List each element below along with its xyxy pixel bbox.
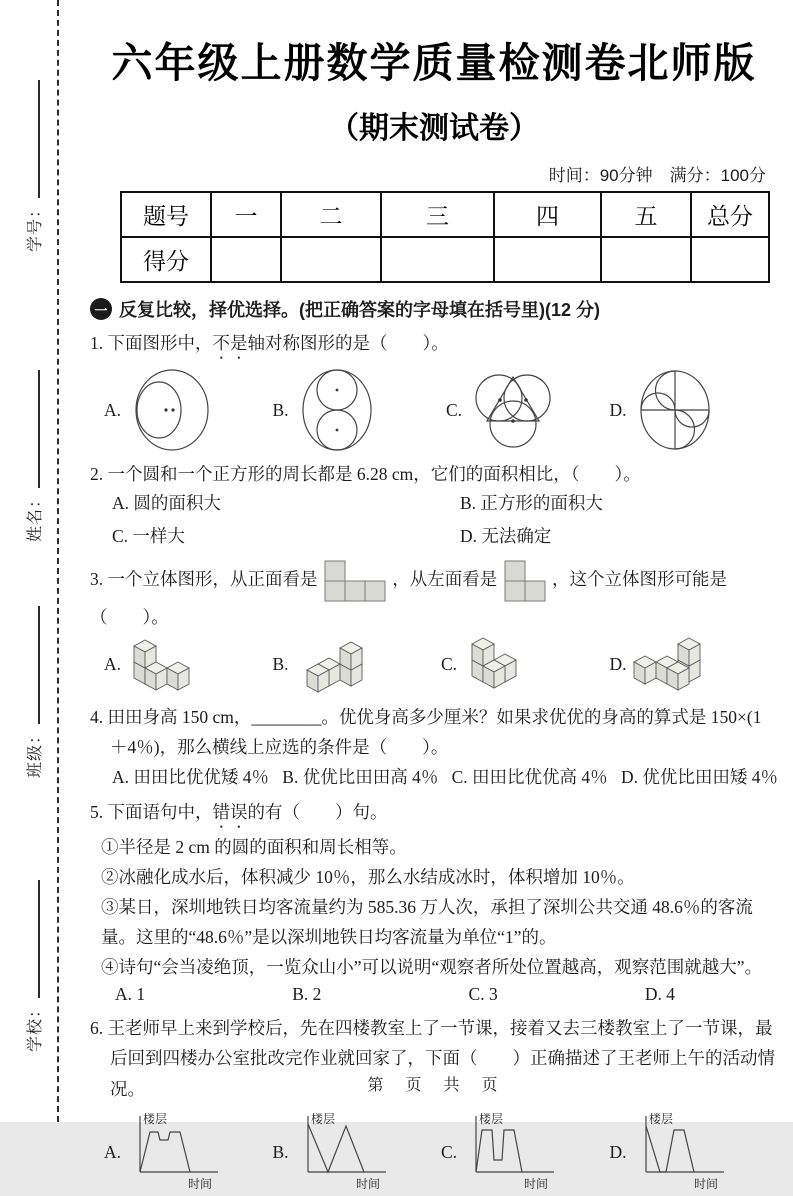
q1-option-b [273, 367, 442, 453]
score-table-corner: 题号 [121, 192, 211, 237]
q6-a-ylabel: 楼层 [143, 1111, 168, 1126]
q6-c-xlabel: 时间 [524, 1176, 549, 1191]
q5-option-b: B. 2 [292, 984, 322, 1005]
q5-options [115, 984, 675, 1005]
q4-option-c: C. 田田比优优高 4％ [451, 766, 608, 787]
class-label: 班级： [27, 726, 44, 778]
q3-figure-b [294, 636, 386, 694]
score-table-col-total: 总分 [691, 192, 769, 237]
q6-d-ylabel: 楼层 [648, 1111, 673, 1126]
q4-option-d: D. 优优比田田矮 4％ [620, 766, 778, 787]
score-cell [381, 237, 494, 282]
page-footer: 第 页 共 页 [367, 1077, 501, 1094]
q5-option-d: D. 4 [644, 984, 675, 1005]
student-name-field [22, 370, 45, 542]
class-field [22, 606, 45, 778]
q5-item-1: ①半径是 2 cm 的圆的面积和周长相等。 [101, 836, 407, 857]
q6-option-b [273, 1110, 442, 1196]
page-subtitle: （期末测试卷） [329, 112, 539, 145]
q6-graph-d [632, 1110, 732, 1196]
q5-text-pre: 5. 下面语句中， [90, 801, 213, 822]
q6-option-a-label: A. [104, 1142, 122, 1163]
score-cell [494, 237, 601, 282]
q6-d-xlabel: 时间 [693, 1176, 718, 1191]
q1-figure-c [467, 367, 559, 453]
score-cell [211, 237, 281, 282]
q1-figure-b [294, 367, 380, 453]
q3-figure-a [126, 636, 216, 694]
q3-option-d-label: D. [609, 654, 627, 675]
score-table-col-4: 四 [494, 192, 601, 237]
q1-figure-a [126, 367, 218, 453]
q3-option-b [273, 636, 442, 694]
q6-a-xlabel: 时间 [188, 1176, 213, 1191]
q6-option-d-label: D. [609, 1142, 627, 1163]
school-label: 学校： [27, 1000, 44, 1052]
q3-option-a [104, 636, 273, 694]
question-2-text: 2. 一个圆和一个正方形的周长都是 6.28 cm，它们的面积相比，（ ）。 [90, 464, 641, 484]
q2-option-c: C. 一样大 [112, 525, 185, 546]
q3-option-a-label: A. [104, 654, 122, 675]
q2-option-d: D. 无法确定 [460, 525, 552, 546]
q6-option-d [610, 1110, 779, 1196]
q3-figure-row [104, 636, 778, 694]
q3-side-view-figure [504, 560, 546, 602]
q1-option-d-label: D. [609, 399, 627, 420]
q3-text-2: ，从左面看是 [392, 568, 498, 589]
score-table-col-1: 一 [211, 192, 281, 237]
q6-graph-row [104, 1110, 778, 1196]
score-cell [281, 237, 381, 282]
q4-option-a: A. 田田比优优矮 4％ [112, 766, 270, 787]
q6-b-ylabel: 楼层 [310, 1111, 335, 1126]
section-1-header [90, 296, 778, 322]
q3-figure-d [632, 636, 724, 694]
q2-options [112, 489, 778, 552]
student-name-label: 姓名： [27, 490, 44, 542]
q5-option-a: A. 1 [115, 984, 146, 1005]
question-3-text [90, 560, 778, 632]
q3-option-c-label: C. [441, 654, 458, 675]
question-5-text [90, 797, 778, 832]
school-field [22, 880, 45, 1052]
score-table-col-2: 二 [281, 192, 381, 237]
main-content [90, 0, 778, 1196]
q1-option-a [104, 367, 273, 453]
q3-text-1: 3. 一个立体图形，从正面看是 [90, 568, 318, 589]
question-4-text: 4. 田田身高 150 cm，________。优优身高多少厘米？如果求优优的身高的算式是 150×(1＋4％)，那么横线上应选的条件是（ ）。 [90, 706, 762, 757]
section-1-title: 反复比较，择优选择。(把正确答案的字母填在括号里)(12 分) [119, 300, 600, 320]
q6-graph-a [126, 1110, 226, 1196]
q1-emphasis: 不是 [212, 333, 248, 353]
q1-option-d [610, 367, 779, 453]
q3-figure-c [462, 636, 552, 694]
q1-figure-row [104, 367, 778, 453]
score-table-col-5: 五 [601, 192, 691, 237]
q6-option-b-label: B. [272, 1142, 289, 1163]
q1-figure-d [632, 367, 718, 453]
school-blank-line [24, 880, 40, 998]
student-id-field [22, 80, 45, 252]
table-row [121, 237, 769, 282]
q2-option-a: A. 圆的面积大 [112, 493, 221, 514]
class-blank-line [24, 606, 40, 724]
q5-item-4: ④诗句“会当凌绝顶，一览众山小”可以说明“观察者所处位置越高，观察范围就越大”。 [101, 957, 763, 978]
q6-c-ylabel: 楼层 [479, 1111, 504, 1126]
q5-option-c: C. 3 [468, 984, 498, 1005]
q4-option-b: B. 优优比田田高 4％ [282, 766, 439, 787]
q3-option-c [441, 636, 610, 694]
fold-dashed-line [57, 0, 59, 1122]
table-row [121, 192, 769, 237]
q6-option-c-label: C. [441, 1142, 458, 1163]
q1-text-post: 轴对称图形的是（ ）。 [247, 333, 449, 353]
q3-option-d [610, 636, 779, 694]
q3-front-view-figure [324, 560, 386, 602]
student-id-label: 学号： [27, 200, 44, 252]
score-row-label: 得分 [121, 237, 211, 282]
q6-option-c [441, 1110, 610, 1196]
q5-item-3: ③某日，深圳地铁日均客流量约为 585.36 万人次，承担了深圳公共交通 48.6％的客流量。这里的“48.6％”是以深圳地铁日均客流量为单位“1”的。 [101, 897, 753, 948]
score-table [120, 191, 770, 283]
q1-option-c [441, 367, 610, 453]
q5-text-post: 的有（ ）句。 [247, 801, 388, 822]
page-title: 六年级上册数学质量检测卷北师版 [111, 40, 757, 86]
question-1-text [90, 328, 778, 363]
q1-option-b-label: B. [272, 399, 289, 420]
q6-option-a [104, 1110, 273, 1196]
q5-emphasis: 错误 [212, 801, 248, 822]
q3-text-3: ，这个立体图形可能是（ ）。 [90, 568, 727, 627]
q5-item-2: ②冰融化成水后，体积减少 10％，那么水结成冰时，体积增加 10％。 [101, 866, 635, 887]
q4-options [112, 764, 778, 789]
question-6-text: 6. 王老师早上来到学校后，先在四楼教室上了一节课，接着又去三楼教室上了一节课，最后回到四楼办公室批改完作业就回家了，下面（ ）正确描述了王老师上午的活动情况。 [90, 1018, 775, 1099]
student-name-blank-line [24, 370, 40, 488]
q3-option-b-label: B. [272, 654, 289, 675]
section-number-icon: 一 [90, 298, 112, 320]
q1-text-pre: 1. 下面图形中， [90, 333, 213, 353]
q6-graph-b [294, 1110, 394, 1196]
time-score-meta: 时间：90分钟 满分：100分 [548, 166, 766, 185]
score-cell [691, 237, 769, 282]
student-id-blank-line [24, 80, 40, 198]
score-cell [601, 237, 691, 282]
q2-option-b: B. 正方形的面积大 [460, 493, 603, 514]
score-table-col-3: 三 [381, 192, 494, 237]
q1-option-c-label: C. [446, 399, 463, 420]
q1-option-a-label: A. [104, 399, 122, 420]
q6-graph-c [462, 1110, 562, 1196]
q6-b-xlabel: 时间 [355, 1176, 380, 1191]
